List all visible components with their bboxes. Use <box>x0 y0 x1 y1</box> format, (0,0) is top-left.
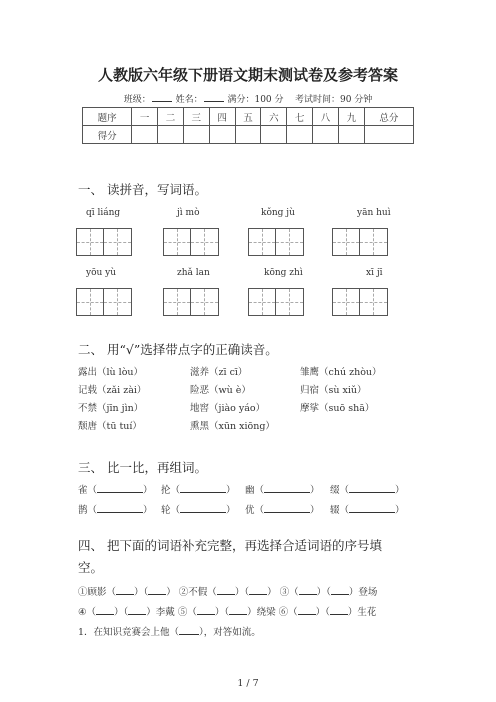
score-cell[interactable] <box>313 126 339 144</box>
tianzige-box[interactable] <box>76 288 132 316</box>
score-table <box>82 107 414 144</box>
pinyin-label: yōu yù <box>86 268 117 278</box>
page-number: 1 / 7 <box>237 678 259 689</box>
idiom-text: ）（ <box>315 607 330 618</box>
reading-option[interactable]: 雏鹰（chú zhòu） <box>300 367 382 378</box>
class-blank <box>152 92 172 102</box>
idiom-text: ）登场 <box>348 587 378 598</box>
score-table-score-row <box>83 126 414 144</box>
idiom-line-2 <box>78 604 376 618</box>
idiom-text: ） ③（ <box>267 587 299 598</box>
answer-blank[interactable] <box>180 503 226 513</box>
pinyin-label: xī jī <box>366 268 383 278</box>
idiom-text: ） ②不假（ <box>166 587 217 598</box>
answer-blank[interactable] <box>349 503 395 513</box>
pinyin-label: kōng zhì <box>264 268 303 278</box>
score-header: 题序 <box>83 108 132 126</box>
compare-item <box>78 502 153 516</box>
exam-info <box>0 92 496 105</box>
compare-char: 缀（ <box>330 485 350 496</box>
question-text: 1．在知识竞赛会上他（ <box>78 627 180 638</box>
score-cell[interactable] <box>132 126 158 144</box>
compare-char: 抡（ <box>161 485 181 496</box>
question-text: ），对答如流。 <box>199 627 261 638</box>
section-4-heading-cont: 空。 <box>78 560 104 575</box>
question-1 <box>78 624 261 638</box>
compare-char: 轮（ <box>161 505 181 516</box>
reading-option[interactable]: 不禁（jīn jìn） <box>78 403 144 414</box>
answer-blank[interactable] <box>97 483 143 493</box>
section-1-heading: 一、 读拼音，写词语。 <box>78 182 207 197</box>
pinyin-label: kǒng jù <box>261 208 295 218</box>
answer-blank[interactable] <box>264 503 310 513</box>
answer-blank[interactable] <box>96 605 114 615</box>
reading-option[interactable]: 归宿（sù xiǔ） <box>300 385 367 396</box>
close-paren: ） <box>143 485 153 496</box>
tianzige-box[interactable] <box>163 288 219 316</box>
compare-char: 辍（ <box>330 505 350 516</box>
idiom-line-1 <box>78 584 377 598</box>
pinyin-label: yān huì <box>357 208 391 218</box>
idiom-text: ①顾影（ <box>78 587 117 598</box>
tianzige-box[interactable] <box>76 228 132 256</box>
section-4-heading: 四、 把下面的词语补充完整，再选择合适词语的序号填 <box>78 538 382 553</box>
score-cell[interactable] <box>158 126 184 144</box>
score-header: 总分 <box>364 108 413 126</box>
score-header: 三 <box>183 108 209 126</box>
answer-blank[interactable] <box>148 585 166 595</box>
score-cell[interactable] <box>364 126 413 144</box>
answer-blank[interactable] <box>299 585 317 595</box>
score-header: 五 <box>235 108 261 126</box>
exam-time: 考试时间：90 分钟 <box>294 95 373 105</box>
compare-item <box>245 502 320 516</box>
score-cell[interactable] <box>261 126 287 144</box>
section-2-heading: 二、 用“√”选择带点字的正确读音。 <box>78 342 278 357</box>
idiom-text: ）（ <box>114 607 129 618</box>
section-3-heading: 三、 比一比，再组词。 <box>78 460 207 475</box>
compare-item <box>330 482 405 496</box>
score-header: 二 <box>158 108 184 126</box>
compare-char: 鹊（ <box>78 505 98 516</box>
close-paren: ） <box>310 485 320 496</box>
tianzige-box[interactable] <box>332 288 388 316</box>
answer-blank[interactable] <box>264 483 310 493</box>
name-label: 姓名： <box>175 95 203 105</box>
compare-char: 雀（ <box>78 485 98 496</box>
tianzige-box[interactable] <box>163 228 219 256</box>
score-cell[interactable] <box>287 126 313 144</box>
name-blank <box>204 92 224 102</box>
answer-blank[interactable] <box>331 585 349 595</box>
compare-item <box>78 482 153 496</box>
close-paren: ） <box>395 485 405 496</box>
score-cell[interactable] <box>338 126 364 144</box>
score-table-header-row <box>83 108 414 126</box>
idiom-text: ）（ <box>234 587 250 598</box>
score-header: 八 <box>313 108 339 126</box>
answer-blank[interactable] <box>180 483 226 493</box>
reading-option[interactable]: 记载（zǎi zài） <box>78 385 147 396</box>
close-paren: ） <box>226 485 236 496</box>
score-header: 一 <box>132 108 158 126</box>
reading-option[interactable]: 地窖（jiào yáo） <box>190 403 266 414</box>
idiom-text: ④（ <box>78 607 97 618</box>
answer-blank[interactable] <box>97 503 143 513</box>
full-score: 满分：100 分 <box>227 95 284 105</box>
score-header: 九 <box>338 108 364 126</box>
answer-blank[interactable] <box>229 605 247 615</box>
tianzige-box[interactable] <box>332 228 388 256</box>
close-paren: ） <box>143 505 153 516</box>
pinyin-label: jì mò <box>177 208 200 218</box>
answer-blank[interactable] <box>128 605 146 615</box>
reading-option[interactable]: 险恶（wù è） <box>190 385 251 396</box>
reading-option[interactable]: 摩挲（suō shā） <box>300 403 375 414</box>
idiom-text: ）绕梁 ⑥（ <box>247 607 298 618</box>
tianzige-box[interactable] <box>248 288 304 316</box>
close-paren: ） <box>395 505 405 516</box>
answer-blank[interactable] <box>116 585 134 595</box>
score-cell[interactable] <box>209 126 235 144</box>
class-label: 班级： <box>123 95 151 105</box>
compare-item <box>245 482 320 496</box>
answer-blank[interactable] <box>349 483 395 493</box>
idiom-text: ）李戴 ⑤（ <box>146 607 197 618</box>
compare-item <box>161 502 236 516</box>
score-cell[interactable] <box>235 126 261 144</box>
tianzige-box[interactable] <box>248 228 304 256</box>
answer-blank[interactable] <box>330 605 348 615</box>
pinyin-label: zhǎ lan <box>177 268 210 278</box>
close-paren: ） <box>226 505 236 516</box>
compare-char: 优（ <box>245 505 265 516</box>
reading-option[interactable]: 熏黑（xūn xiōng） <box>190 421 275 432</box>
answer-blank[interactable] <box>217 585 235 595</box>
answer-blank[interactable] <box>179 625 199 635</box>
compare-item <box>330 502 405 516</box>
compare-char: 幽（ <box>245 485 265 496</box>
reading-option[interactable]: 露出（lù lòu） <box>78 367 144 378</box>
idiom-text: ）生花 <box>347 607 377 618</box>
close-paren: ） <box>310 505 320 516</box>
compare-item <box>161 482 236 496</box>
idiom-text: ）（ <box>134 587 149 598</box>
score-header: 四 <box>209 108 235 126</box>
answer-blank[interactable] <box>249 585 267 595</box>
idiom-text: ）（ <box>316 587 331 598</box>
reading-option[interactable]: 颓唐（tū tuí） <box>78 421 142 432</box>
idiom-text: ）（ <box>214 607 230 618</box>
pinyin-label: qī liáng <box>86 208 121 218</box>
reading-option[interactable]: 滋养（zī cī） <box>190 367 248 378</box>
answer-blank[interactable] <box>197 605 215 615</box>
answer-blank[interactable] <box>298 605 316 615</box>
score-cell[interactable] <box>183 126 209 144</box>
score-header: 七 <box>287 108 313 126</box>
score-row-label: 得分 <box>83 126 132 144</box>
document-title: 人教版六年级下册语文期末测试卷及参考答案 <box>97 66 398 84</box>
score-header: 六 <box>261 108 287 126</box>
